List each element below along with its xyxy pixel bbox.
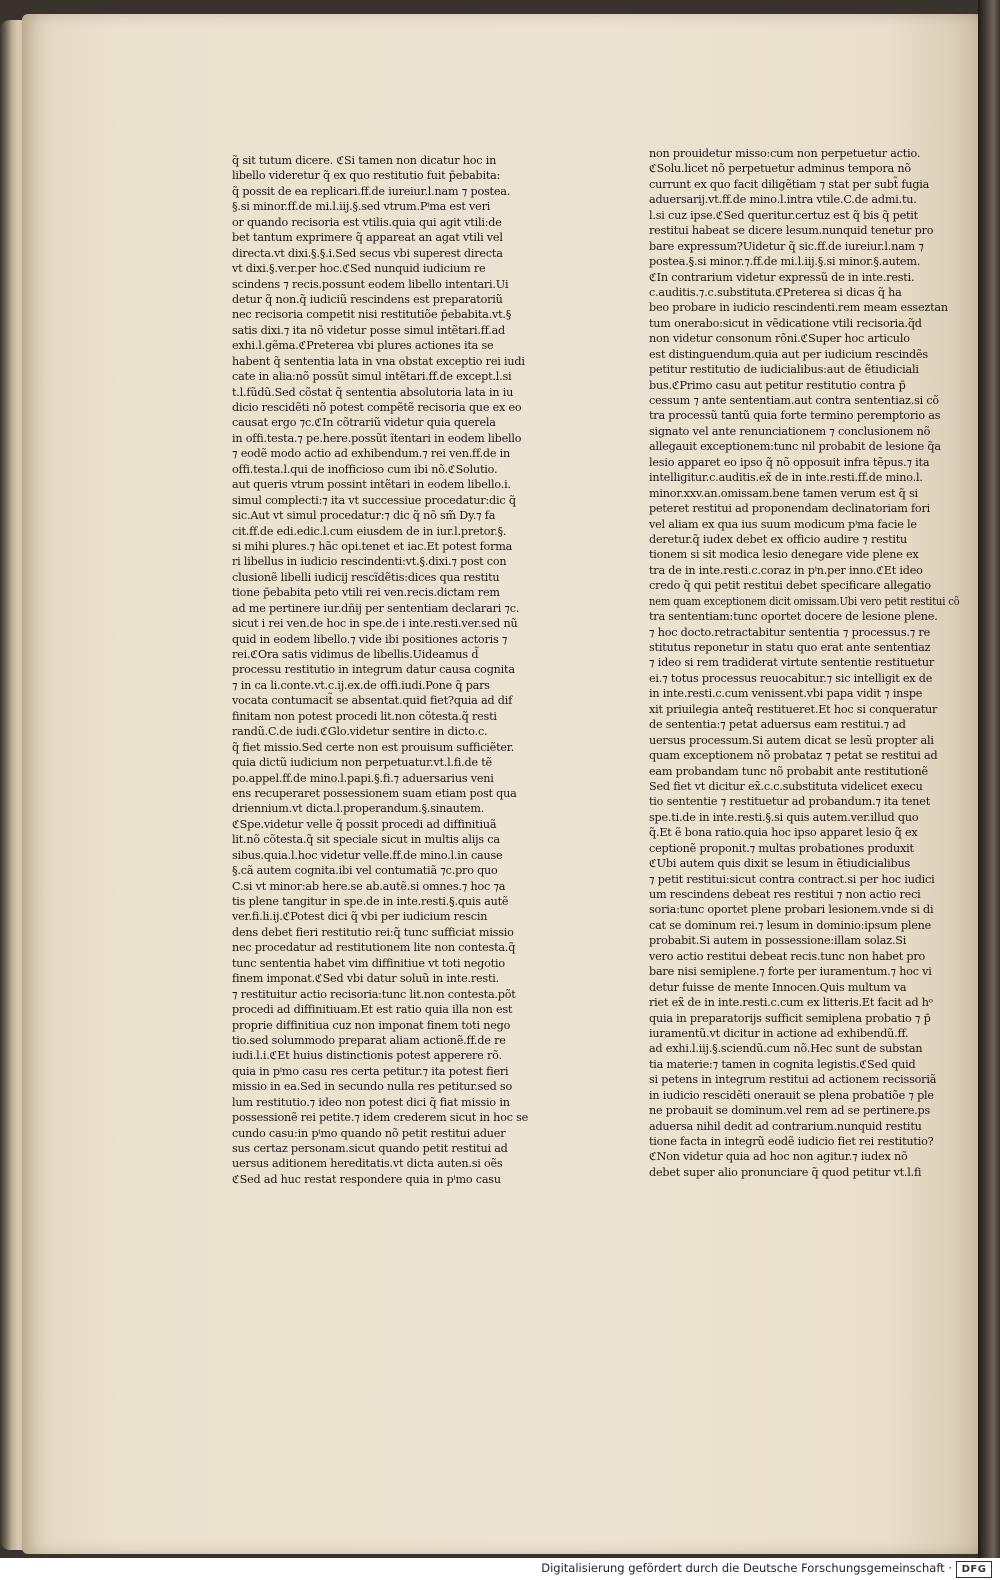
text-line: nec procedatur ad restitutionem lite non contesta.q̃: [232, 941, 516, 955]
text-line: sus certaz personam.sicut quando petit restitui ad: [232, 1142, 508, 1155]
text-line: riet ex̃ de in inte.resti.c.cum ex litteris.Et facit ad hᵒ: [649, 996, 933, 1010]
text-line: tia materie:⁊ tamen in cognita legistis.ℭSed quid: [649, 1057, 916, 1071]
text-line: C.si vt minor:ab here.se ab.autẽ.si omnes.⁊ hoc ⁊a: [232, 879, 506, 893]
text-line: quia dictũ iudicium non perpetuatur.vt.l.fi.de tẽ: [232, 756, 492, 770]
text-line: tra processũ tantũ quia forte termino peremptorio as: [649, 409, 941, 423]
text-line: petitur restitutio de iudicialibus:aut de ẽtiudiciali: [649, 363, 919, 377]
text-line: rei.ℭOra satis vidimus de libellis.Uideamus d̃: [232, 648, 479, 661]
text-line: ℭUbi autem quis dixit se lesum in ẽtiudicialibus: [649, 857, 911, 871]
text-line: detur q̃ non.q̃ iudiciũ rescindens est preparatoriũ: [232, 292, 503, 306]
text-line: ei.⁊ totus processus reuocabitur.⁊ sic intelligit ex de: [649, 671, 933, 685]
text-line: ver.fi.li.ij.ℭPotest dici q̃ vbi per iudicium rescin: [232, 910, 488, 924]
text-line: in iudicio rescidẽti onerauit se plena probatiõe ⁊ ple: [649, 1088, 934, 1102]
text-line: cit.ff.de edi.edic.l.cum eiusdem de in iur.l.pretor.§.: [232, 524, 507, 538]
text-line: ceptionẽ proponit.⁊ multas probationes produxit: [649, 841, 914, 855]
text-line: habent q̃ sententia lata in vna obstat exceptio rei iudi: [232, 354, 525, 368]
text-line: soria:tunc oportet plene probari lesionem.vnde si di: [649, 903, 934, 917]
text-line: tione facta in integrũ eodẽ iudicio fiet rei restitutio?: [649, 1135, 934, 1148]
text-line: exhi.l.gẽma.ℭPreterea vbi plures actiones ita se: [232, 339, 494, 353]
text-line: deretur.q̃ iudex debet ex officio audire ⁊ restitu: [649, 532, 908, 546]
text-line: bare expressum?Uidetur q̃ sic.ff.de iureiur.l.nam ⁊: [649, 239, 924, 253]
text-line: restitui habeat se dicere lesum.nunquid tenetur pro: [649, 224, 934, 238]
text-line: probabit.Si autem in possessione:illam solaz.Si: [649, 934, 907, 948]
text-line: xit priuilegia anteq̃ restitueret.Et hoc si conqueratur: [649, 702, 938, 716]
text-line: aut queris vtrum possint intẽtari in eodem libello.i.: [232, 478, 511, 492]
text-line: aduersa nihil dedit ad contrarium.nunquid restitu: [649, 1119, 922, 1133]
text-line: driennium.vt dicta.l.properandum.§.sinautem.: [232, 802, 485, 816]
text-line: spe.ti.de in inte.resti.§.si quis autem.ver.illud quo: [649, 810, 919, 824]
text-line: tra sententiam:tunc oportet docere de lesione plene.: [649, 610, 938, 624]
text-line: libello videretur q̃ ex quo restitutio fuit p̄ebabita:: [232, 169, 501, 183]
text-line: nem quam exceptionem dicit omissam.Ubi vero petit restitui cõ: [649, 594, 960, 608]
text-line: ⁊ petit restitui:sicut contra contract.si per hoc iudici: [649, 872, 935, 886]
text-line: credo q̃ qui petit restitui debet specificare allegatio: [649, 579, 931, 593]
text-line: bet tantum exprimere q̃ appareat an agat vtili vel: [232, 231, 503, 245]
text-line: bus.ℭPrimo casu aut petitur restitutio contra p̄: [649, 378, 906, 392]
text-line: uersus aditionem hereditatis.vt dicta auten.si oẽs: [232, 1157, 503, 1171]
text-line: si mihi plures.⁊ hãc opi.tenet et iac.Et potest forma: [232, 539, 513, 553]
text-line: currunt ex quo facit diligẽtiam ⁊ stat per subt̃ fugia: [649, 177, 930, 191]
text-line: signato vel ante renunciationem ⁊ conclusionem nõ: [649, 424, 931, 438]
text-line: intelligitur.c.auditis.ex̃ de in inte.resti.ff.de mino.l.: [649, 471, 923, 485]
text-line: uersus processum.Si autem dicat se lesũ propter ali: [649, 733, 934, 747]
text-line: si petens in integrum restitui ad actionem recissoriã: [649, 1073, 937, 1087]
text-line: debet super alio pronunciare q̃ quod petitur vt.l.fi: [649, 1165, 922, 1179]
funding-note: Digitalisierung gefördert durch die Deutsche Forschungsgemeinschaft ·: [541, 1561, 952, 1575]
text-line: quia in preparatorijs sufficit semiplena probatio ⁊ p̄: [649, 1011, 931, 1025]
text-line: ens recuperaret possessionem suam etiam post qua: [232, 786, 517, 800]
text-line: scindens ⁊ recis.possunt eodem libello intentari.Ui: [232, 277, 509, 291]
text-line: nec recisoria competit nisi restitutiõe p̄ebabita.vt.§: [232, 308, 512, 322]
text-line: sibus.quia.l.hoc videtur velle.ff.de mino.l.in cause: [232, 848, 503, 862]
text-line: §.si minor.ff.de mi.l.iij.§.sed vtrum.Pⁱma est veri: [232, 200, 491, 214]
text-line: allegauit exceptionem:tunc nil probabit de lesione q̃a: [649, 440, 941, 454]
text-line: ℭSpe.videtur velle q̃ possit procedi ad diffinitiuã: [232, 817, 497, 831]
text-line: ℭSolu.licet nõ perpetuetur adminus tempora nõ: [649, 162, 911, 176]
text-line: quam exceptionem nõ probataz ⁊ petat se restitui ad: [649, 749, 938, 763]
digitization-footer: [0, 1558, 1000, 1580]
text-line: ri libellus in iudicio rescindenti:vt.§.dixi.⁊ post con: [232, 555, 507, 569]
book-binding: [978, 0, 1000, 1580]
text-line: Sed fiet vt dicitur ex̃.c.c.substituta videlicet execu: [649, 779, 923, 793]
text-line: ne probauit se dominum.vel rem ad se pertinere.ps: [649, 1104, 931, 1118]
text-line: randũ.C.de iudi.ℭGlo.videtur sentire in dicto.c.: [232, 725, 488, 739]
text-line: possessionẽ rei petite.⁊ idem crederem sicut in hoc se: [232, 1111, 529, 1125]
text-line: non prouidetur misso:cum non perpetuetur actio.: [649, 147, 921, 160]
text-line: offi.testa.l.qui de inofficioso cum ibi nõ.ℭSolutio.: [232, 462, 498, 476]
text-line: bare nisi semiplene.⁊ forte per iuramentum.⁊ hoc vi: [649, 965, 932, 979]
text-line: simul complecti:⁊ ita vt successiue procedatur:dic q̃: [232, 493, 516, 507]
text-line: sic.Aut vt simul procedatur:⁊ dic q̃ nõ sm̃ Dy.⁊ fa: [232, 509, 496, 523]
text-line: processu restitutio in integrum datur causa cognita: [232, 663, 515, 677]
text-line: postea.§.si minor.⁊.ff.de mi.l.iij.§.si minor.§.autem.: [649, 255, 921, 269]
text-line: dens debet fieri restitutio rei:q̃ tunc sufficiat missio: [232, 925, 514, 939]
text-line: iudi.l.i.ℭEt huius distinctionis potest apperere rõ.: [232, 1049, 502, 1063]
text-line: or quando recisoria est vtilis.quia qui agit vtili:de: [232, 215, 502, 229]
text-line: satis dixi.⁊ ita nõ videtur posse simul intẽtari.ff.ad: [232, 323, 506, 337]
text-line: ad exhi.l.iij.§.sciendũ.cum nõ.Hec sunt de substan: [649, 1042, 923, 1056]
text-line: q̃ sit tutum dicere. ℭSi tamen non dicatur hoc in: [232, 154, 497, 167]
text-line: tis plene tangitur in spe.de in inte.resti.§.quis autẽ: [232, 895, 509, 908]
text-line: cessum ⁊ ante sententiam.aut contra sententiaz.si cõ: [649, 394, 939, 407]
text-line: vocata contumacit̃ se absentat.quid fiet?quia ad dif: [232, 694, 513, 708]
text-line: tionem si sit modica lesio denegare vide plene ex: [649, 548, 919, 562]
text-line: q̃.Et ẽ bona ratio.quia hoc ipso apparet lesio q̃ ex: [649, 826, 918, 840]
text-line: clusionẽ libelli iudicij rescĩdẽtis:dices qua restitu: [232, 570, 500, 584]
text-line: non videtur consonum rõni.ℭSuper hoc articulo: [649, 332, 910, 346]
text-line: ℭNon videtur quia ad hoc non agitur.⁊ iudex nõ: [649, 1150, 908, 1164]
text-line: in inte.resti.c.cum venissent.vbi papa vidit ⁊ inspe: [649, 687, 923, 701]
text-line: peteret restitui ad proponendam declinatoriam fori: [649, 502, 930, 516]
text-line: dicio rescidẽti nõ potest compẽtẽ recisoria que ex eo: [232, 401, 522, 414]
text-line: ⁊ hoc docto.retractabitur sententia ⁊ processus.⁊ re: [649, 625, 930, 639]
text-line: q̃ possit de ea replicari.ff.de iureiur.l.nam ⁊ postea.: [232, 184, 511, 198]
text-line: ℭSed ad huc restat respondere quia in pⁱmo casu: [232, 1172, 501, 1186]
text-line: quid in eodem libello.⁊ vide ibi positiones actoris ⁊: [232, 632, 508, 646]
text-line: minor.xxv.an.omissam.bene tamen verum est q̃ si: [649, 486, 918, 500]
text-line: aduersarij.vt.ff.de mino.l.intra vtile.C.de admi.tu.: [649, 193, 917, 207]
text-line: ⁊ in ca li.conte.vt.c.ij.ex.de offi.iudi.Pone q̃ pars: [232, 678, 490, 692]
text-line: finem imponat.ℭSed vbi datur soluũ in inte.resti.: [232, 972, 499, 986]
text-line: quia in pⁱmo casu res certa petitur.⁊ ita potest fieri: [232, 1064, 509, 1078]
right-text-column: [649, 146, 959, 1180]
text-line: est distinguendum.quia aut per iudicium rescindẽs: [649, 347, 928, 361]
text-line: ℭIn contrarium videtur expressũ de in inte.resti.: [649, 270, 915, 284]
text-line: lit.nõ cõtesta.q̃ sit speciale sicut in multis alijs ca: [232, 833, 500, 847]
text-line: sicut i rei ven.de hoc in spe.de i inte.resti.ver.sed nũ: [232, 617, 518, 631]
text-line: cundo casu:in pⁱmo quando nõ petit restitui aduer: [232, 1126, 506, 1140]
text-line: procedi ad diffinitiuam.Et est ratio quia illa non est: [232, 1003, 513, 1017]
text-line: cat se dominum rei.⁊ lesum in dominio:ipsum plene: [649, 918, 932, 932]
text-line: l.si cuz ipse.ℭSed queritur.certuz est q̃ bis q̃ petit: [649, 208, 918, 222]
text-line: §.cã autem cognita.ibi vel contumatiã ⁊c.pro quo: [232, 864, 498, 878]
text-line: detur fuisse de mente Innocen.Quis multum va: [649, 980, 907, 994]
text-line: vt dixi.§.ver.per hoc.ℭSed nunquid iudicium re: [232, 262, 486, 276]
text-line: causat ergo ⁊c.ℭIn cõtrariũ videtur quia querela: [232, 416, 496, 430]
text-line: lum restitutio.⁊ ideo non potest dici q̃ fiat missio in: [232, 1095, 510, 1109]
text-line: directa.vt dixi.§.§.i.Sed secus vbi superest directa: [232, 246, 503, 260]
left-text-column: [232, 153, 572, 1187]
text-line: c.auditis.⁊.c.substituta.ℭPreterea si dicas q̃ ha: [649, 285, 902, 299]
text-line: tio.sed solummodo preparat aliam actionẽ.ff.de re: [232, 1033, 506, 1047]
text-line: eam probandam tunc nõ probabit ante restitutionẽ: [649, 764, 928, 778]
text-line: tione p̄ebabita peto vtili rei ven.recis.dictam rem: [232, 586, 500, 600]
text-line: cate in alia:nõ possũt simul intẽtari.ff.de except.l.si: [232, 370, 512, 384]
text-line: q̃ fiet missio.Sed certe non est prouisum sufficiẽter.: [232, 740, 515, 754]
text-line: iuramentũ.vt dicitur in actione ad exhibendũ.ff.: [649, 1026, 909, 1040]
text-line: proprie diffinitiua cuz non imponat finem toti nego: [232, 1018, 511, 1032]
text-line: beo probare in iudicio rescindenti.rem meam esseztan: [649, 301, 948, 315]
text-line: ad me pertinere iur.dñij per sententiam declarari ⁊c.: [232, 601, 520, 615]
text-line: tunc sententia habet vim diffinitiue vt toti negotio: [232, 956, 505, 970]
text-line: tio sententie ⁊ restituetur ad probandum.⁊ ita tenet: [649, 795, 930, 809]
text-line: in offi.testa.⁊ pe.here.possũt ĩtentari in eodem libello: [232, 431, 522, 445]
text-line: ⁊ eodẽ modo actio ad exhibendum.⁊ rei ven.ff.de in: [232, 447, 511, 461]
text-line: lesio apparet eo ipso q̃ nõ opposuit infra tẽpus.⁊ ita: [649, 455, 930, 469]
text-line: tum onerabo:sicut in vẽdicatione vtili recisoria.q̃d: [649, 316, 922, 330]
text-line: de sententia:⁊ petat aduersus eam restitui.⁊ ad: [649, 718, 906, 732]
text-line: ⁊ restituitur actio recisoria:tunc lit.non contesta.põt: [232, 987, 516, 1001]
text-line: vero actio restitui debeat recis.tunc non habet pro: [649, 949, 926, 963]
text-line: ⁊ ideo si rem tradiderat virtute sententie restituetur: [649, 656, 934, 670]
text-line: um rescindens debeat res restitui ⁊ non actio reci: [649, 888, 921, 901]
text-line: finitam non potest procedi lit.non cõtesta.q̃ resti: [232, 709, 497, 723]
text-line: t.l.fũdũ.Sed cõstat q̃ sententia absolutoria lata in iu: [232, 385, 514, 399]
text-line: missio in ea.Sed in secundo nulla res petitur.sed so: [232, 1080, 513, 1094]
text-line: po.appel.ff.de mino.l.papi.§.fi.⁊ aduersarius veni: [232, 771, 494, 785]
text-line: vel aliam ex qua ius suum modicum pⁱma facie le: [649, 517, 917, 531]
text-line: stitutus reponetur in statu quo erat ante sententiaz: [649, 641, 931, 654]
dfg-logo: DFG: [956, 1561, 992, 1578]
text-line: tra de in inte.resti.c.coraz in pⁱn.per inno.ℭEt ideo: [649, 563, 923, 577]
